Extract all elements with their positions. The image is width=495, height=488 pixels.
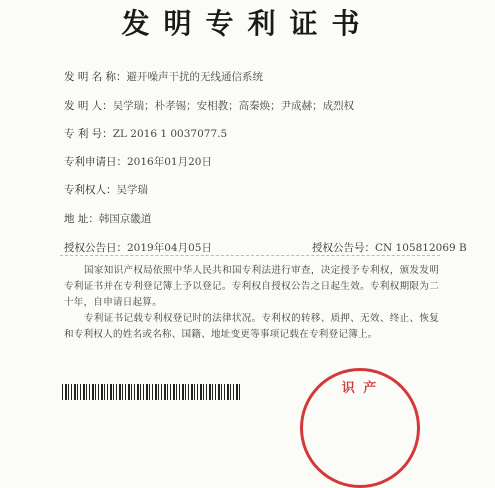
grant-number-label: 授权公告号： <box>312 242 375 254</box>
inventors-value: 吴学瑞；朴孝锡；安相教；高秦焕；尹成赫；成烈权 <box>112 100 355 112</box>
legal-status-paragraph: 专利证书记载专利权登记时的法律状况。专利权的转移、质押、无效、终止、恢复和专利权人的姓名或名称、国籍、地址变更等事项记载在专利登记簿上。 <box>64 313 439 340</box>
address-row <box>64 211 151 226</box>
filing-date-value: 2016年01月20日 <box>127 156 212 168</box>
invention-name-value: 避开噪声干扰的无线通信系统 <box>126 71 264 83</box>
section-divider <box>60 255 440 256</box>
grant-number-value: CN 105812069 B <box>375 242 467 254</box>
inventors-label: 发 明 人： <box>64 100 113 112</box>
patent-number-value: ZL 2016 1 0037077.5 <box>112 128 228 140</box>
barcode <box>62 384 242 400</box>
patentee-label: 专利权人： <box>64 184 117 196</box>
address-label: 地 址： <box>64 213 99 225</box>
patent-number-row <box>64 126 227 141</box>
inventors-row <box>64 98 354 113</box>
invention-name-row <box>64 69 263 84</box>
address-value: 韩国京畿道 <box>98 213 152 225</box>
patent-number-label: 专 利 号： <box>64 128 113 140</box>
invention-name-label: 发 明 名 称： <box>64 71 127 83</box>
filing-date-label: 专利申请日： <box>64 156 127 168</box>
grant-number-group <box>312 240 467 255</box>
patentee-value: 吴学瑞 <box>116 184 148 196</box>
grant-date-value: 2019年04月05日 <box>127 242 212 254</box>
seal-text: 识 产 <box>341 381 379 396</box>
grant-date-label: 授权公告日： <box>64 242 127 254</box>
certificate-title: 发明专利证书 <box>121 7 374 40</box>
grant-row <box>64 240 467 255</box>
filing-date-row <box>64 154 212 169</box>
patentee-row <box>64 182 148 197</box>
grant-statement-paragraph: 国家知识产权局依照中华人民共和国专利法进行审查，决定授予专利权，颁发发明专利证书并在专利登记簿上予以登记。专利权自授权公告之日起生效。专利权期限为二十年，自申请日起算。 <box>64 265 439 308</box>
